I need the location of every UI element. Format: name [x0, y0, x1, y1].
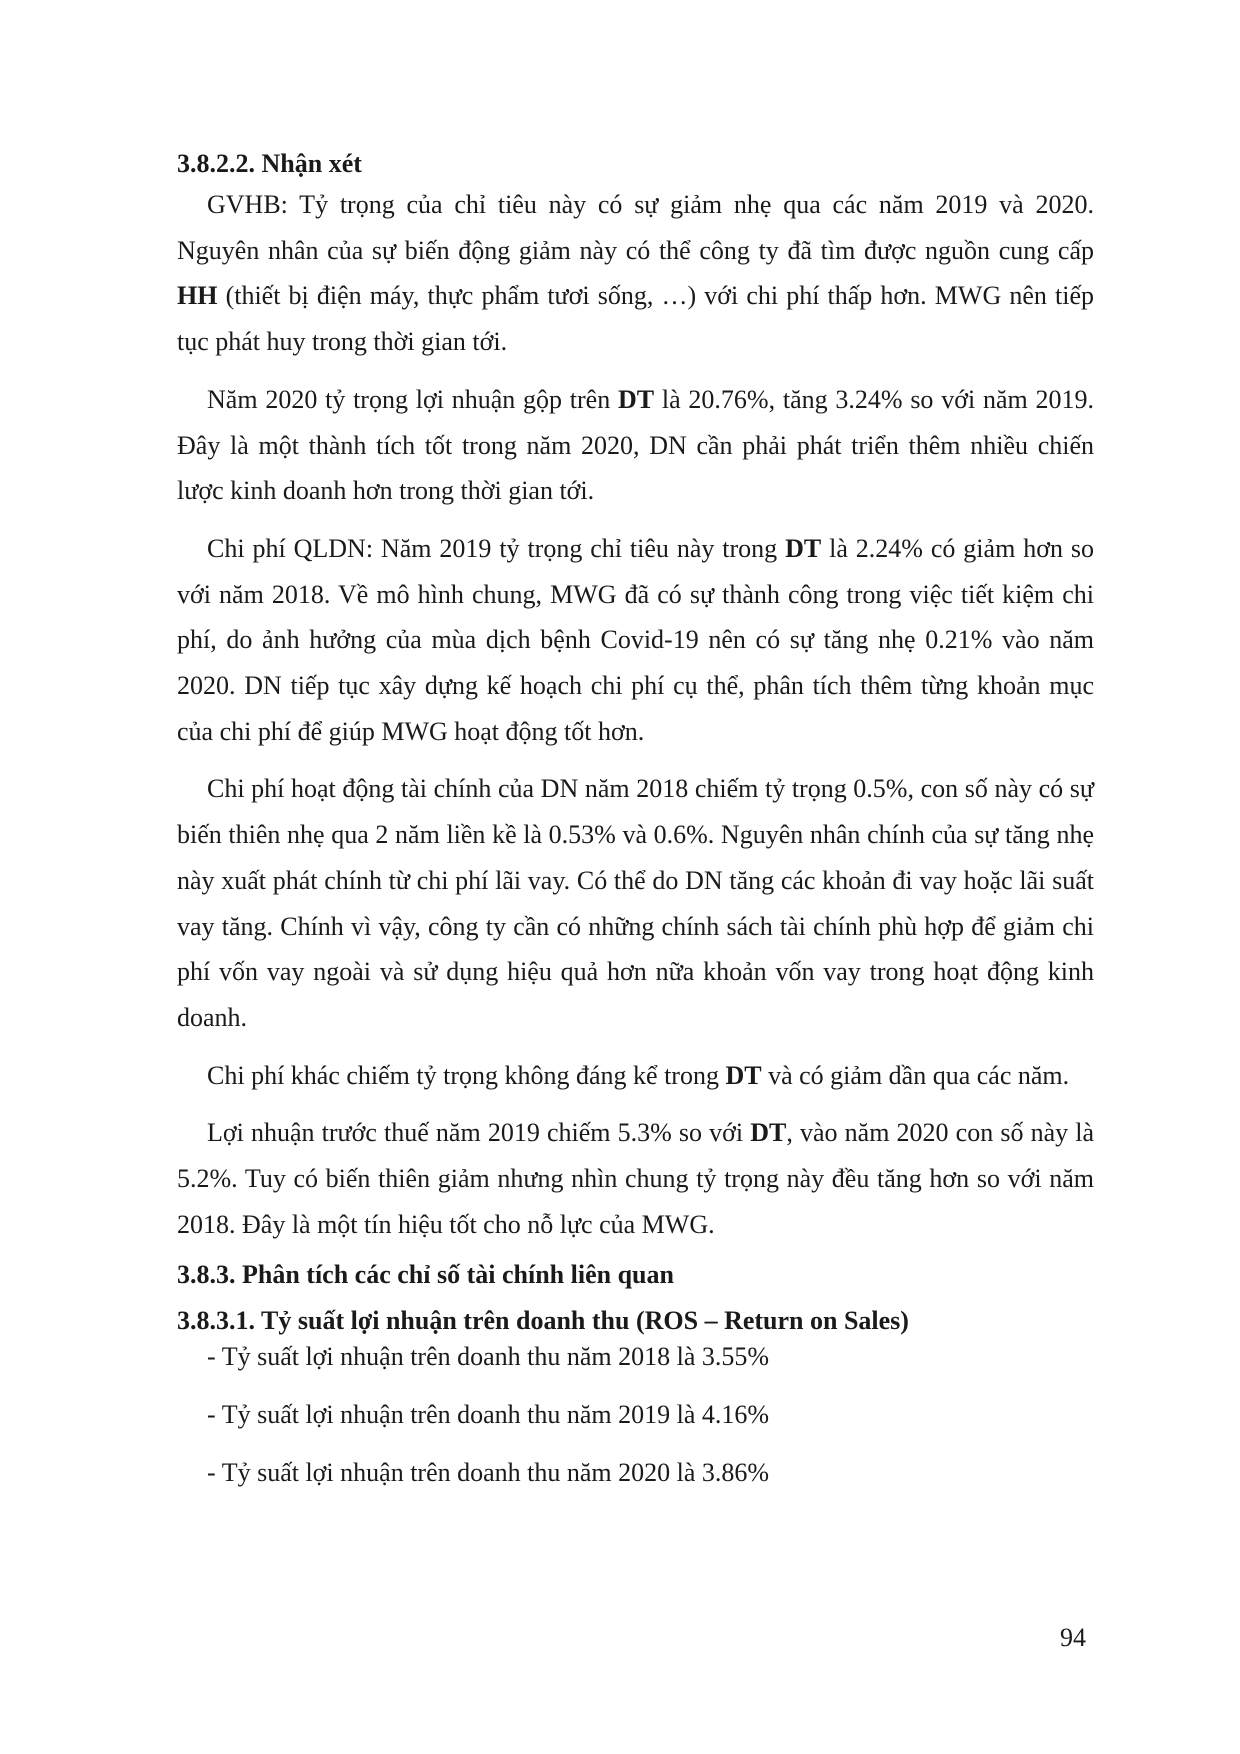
- section-heading-383: 3.8.3. Phân tích các chỉ số tài chính liên quan: [177, 1260, 674, 1290]
- bold-term: DT: [617, 384, 655, 414]
- bold-term: DT: [750, 1118, 787, 1148]
- bold-term: DT: [785, 533, 822, 563]
- paragraph-text: Lợi nhuận trước thuế năm 2019 chiếm 5.3% so với: [207, 1118, 751, 1148]
- document-body: [177, 148, 1094, 1515]
- paragraph-text: và có giảm dần qua các năm.: [761, 1060, 1070, 1090]
- paragraph-admin-cost: [177, 526, 1094, 755]
- paragraph-text: GVHB: Tỷ trọng của chỉ tiêu này có sự giảm nhẹ qua các năm 2019 và 2020. Nguyên nhân của sự biến động giảm này có thể công ty đã tìm được nguồn cung cấp: [177, 190, 1094, 265]
- paragraph-financial-cost: Chi phí hoạt động tài chính của DN năm 2018 chiếm tỷ trọng 0.5%, con số này có sự biến thiên nhẹ qua 2 năm liền kề là 0.53% và 0.6%. Nguyên nhân chính của sự tăng nhẹ này xuất phát chính từ chi phí lãi vay. Có thể do DN tăng các khoản đi vay hoặc lãi suất vay tăng. Chính vì vậy, công ty cần có những chính sách tài chính phù hợp để giảm chi phí vốn vay ngoài và sử dụng hiệu quả hơn nữa khoản vốn vay trong hoạt động kinh doanh.: [177, 774, 1094, 1032]
- ros-list-item: - Tỷ suất lợi nhuận trên doanh thu năm 2018 là 3.55%: [207, 1342, 770, 1372]
- paragraph-text: là 20.76%, tăng 3.24% so với năm 2019. Đây là một thành tích tốt trong năm 2020, DN cần phải phát triển thêm nhiều chiến lược kinh doanh hơn trong thời gian tới.: [177, 384, 1094, 506]
- paragraph-other-cost: [177, 1053, 1094, 1099]
- paragraph-text: , vào năm 2020 con số này là 5.2%. Tuy có biến thiên giảm nhưng nhìn chung tỷ trọng này đều tăng hơn so với năm 2018. Đây là một tín hiệu tốt cho nỗ lực của MWG.: [177, 1118, 1095, 1239]
- bold-term: HH: [177, 281, 218, 311]
- page-number: 94: [1060, 1623, 1086, 1652]
- paragraph-gross-profit: [177, 377, 1094, 514]
- section-heading-3831: 3.8.3.1. Tỷ suất lợi nhuận trên doanh thu (ROS – Return on Sales): [177, 1306, 909, 1336]
- section-heading-3822: 3.8.2.2. Nhận xét: [177, 149, 362, 178]
- paragraph-text: là 2.24% có giảm hơn so với năm 2018. Về mô hình chung, MWG đã có sự thành công trong việc tiết kiệm chi phí, do ảnh hưởng của mùa dịch bệnh Covid-19 nên có sự tăng nhẹ 0.21% vào năm 2020. DN tiếp tục xây dựng kế hoạch chi phí cụ thể, phân tích thêm từng khoản mục của chi phí để giúp MWG hoạt động tốt hơn.: [177, 533, 1094, 746]
- paragraph-text: (thiết bị điện máy, thực phẩm tươi sống, …) với chi phí thấp hơn. MWG nên tiếp tục phát huy trong thời gian tới.: [177, 281, 1094, 357]
- paragraph-text: Chi phí QLDN: Năm 2019 tỷ trọng chỉ tiêu này trong: [207, 533, 786, 563]
- paragraph-text: Năm 2020 tỷ trọng lợi nhuận gộp trên: [207, 384, 618, 414]
- ros-list-item: - Tỷ suất lợi nhuận trên doanh thu năm 2019 là 4.16%: [207, 1400, 770, 1430]
- ros-list-item: - Tỷ suất lợi nhuận trên doanh thu năm 2020 là 3.86%: [207, 1458, 770, 1488]
- paragraph-gvhb: [177, 182, 1094, 365]
- paragraph-text: Chi phí khác chiếm tỷ trọng không đáng kể trong: [207, 1060, 726, 1090]
- paragraph-pretax-profit: [177, 1110, 1094, 1247]
- bold-term: DT: [725, 1060, 762, 1090]
